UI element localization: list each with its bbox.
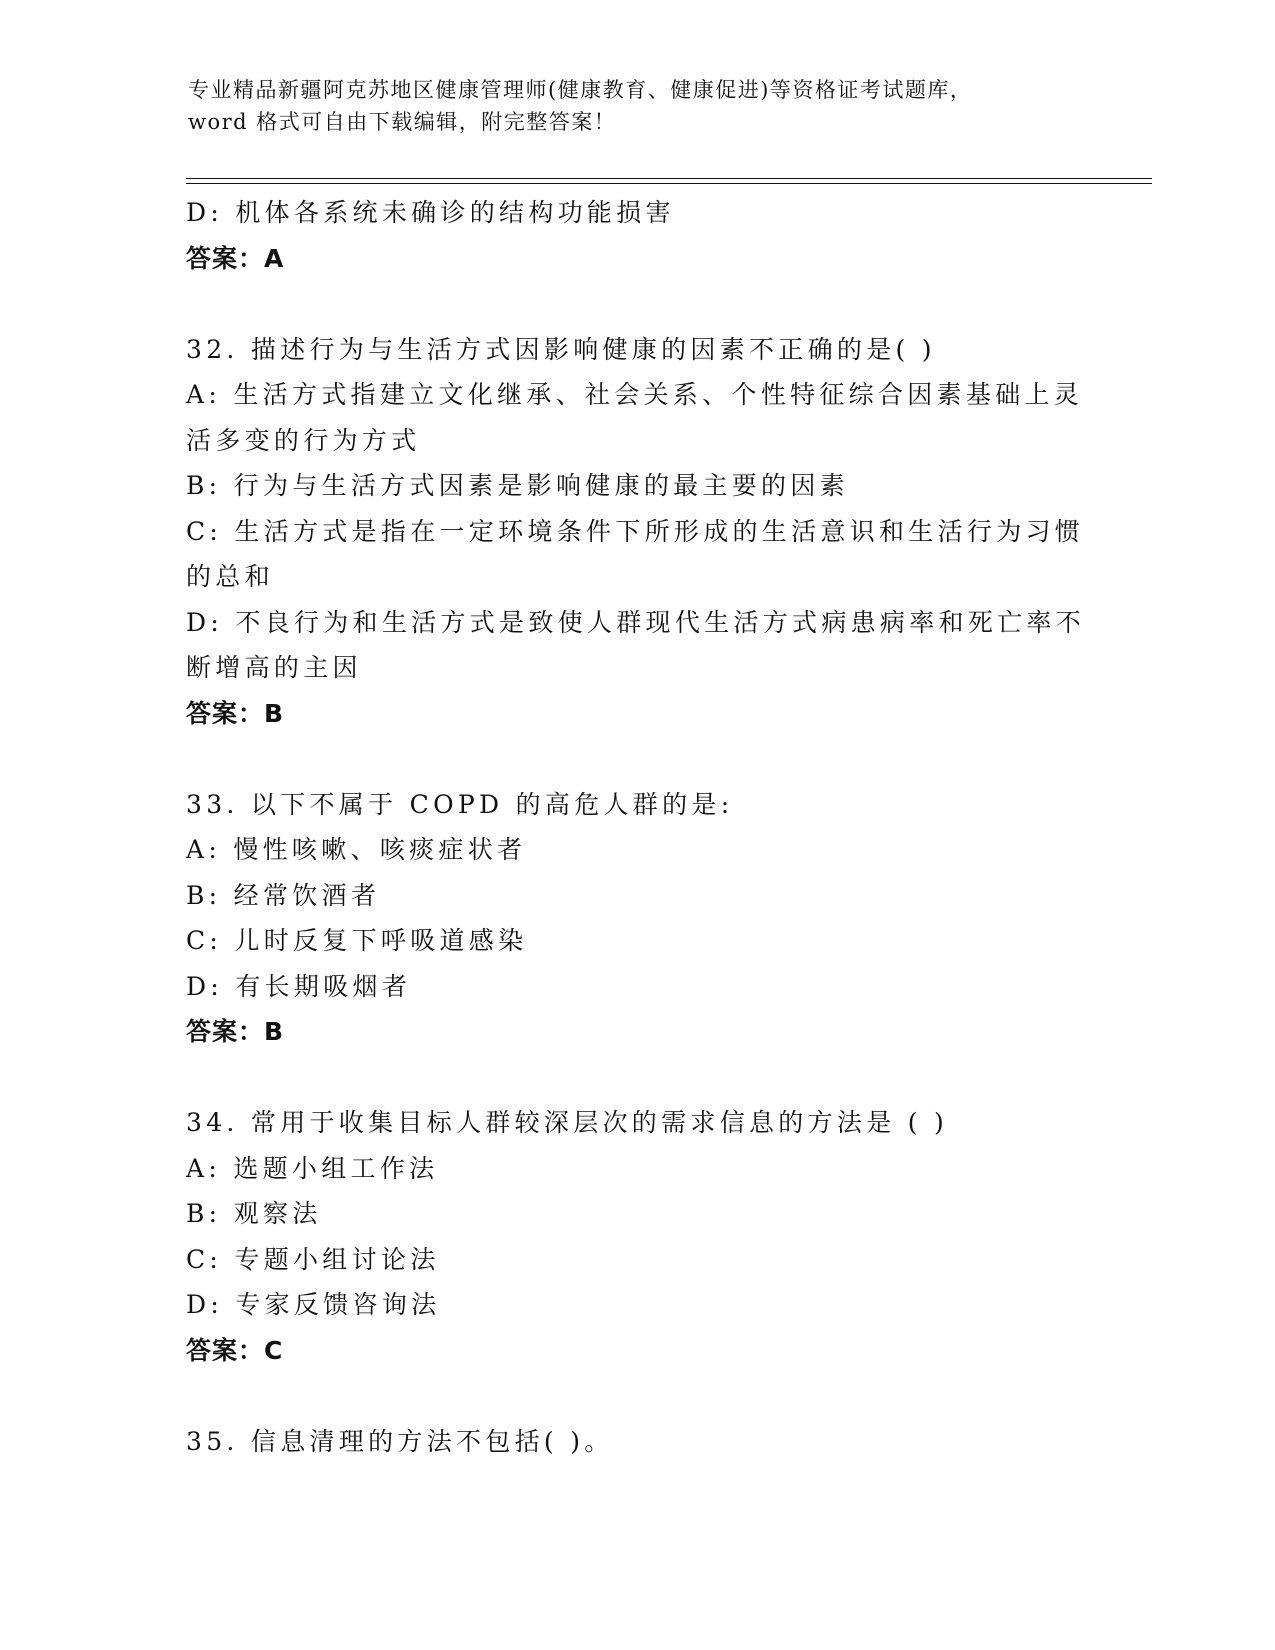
option-a-continued: 活多变的行为方式 <box>186 425 421 455</box>
header-divider-top <box>186 178 1152 179</box>
option-c: C: 专题小组讨论法 <box>186 1244 440 1274</box>
option-a: A: 慢性咳嗽、咳痰症状者 <box>186 835 527 864</box>
spacer <box>186 736 1086 782</box>
answer-label: 答案：B <box>186 698 285 728</box>
option-d: D: 有长期吸烟者 <box>186 971 412 1001</box>
answer-label: 答案：B <box>186 1017 285 1046</box>
option-d: D: 不良行为和生活方式是致使人群现代生活方式病患病率和死亡率不 <box>186 607 1086 637</box>
option-d: D: 专家反馈咨询法 <box>186 1290 441 1319</box>
question-35 <box>186 1419 1086 1465</box>
option-b: B: 经常饮酒者 <box>186 880 381 910</box>
spacer <box>186 281 1086 327</box>
question-list <box>186 190 1086 1464</box>
option-c: C: 儿时反复下呼吸道感染 <box>186 926 528 955</box>
option-c: C: 生活方式是指在一定环境条件下所形成的生活意识和生活行为习惯 <box>186 516 1085 546</box>
header-title-line-2: word 格式可自由下载编辑，附完整答案！ <box>188 110 617 134</box>
option-b: B: 观察法 <box>186 1199 322 1228</box>
question-stem: 34. 常用于收集目标人群较深层次的需求信息的方法是 ( ) <box>186 1108 949 1137</box>
option-d-continued: 断增高的主因 <box>186 653 362 682</box>
option-d: D: 机体各系统未确诊的结构功能损害 <box>186 198 675 227</box>
option-c-continued: 的总和 <box>186 562 274 591</box>
answer-label: 答案：A <box>186 243 285 273</box>
spacer <box>186 1373 1086 1419</box>
question-stem: 33. 以下不属于 COPD 的高危人群的是: <box>186 789 734 819</box>
option-b: B: 行为与生活方式因素是影响健康的最主要的因素 <box>186 471 849 500</box>
question-stem: 35. 信息清理的方法不包括( )。 <box>186 1426 614 1456</box>
option-a: A: 生活方式指建立文化继承、社会关系、个性特征综合因素基础上灵 <box>186 380 1084 409</box>
page-header <box>188 74 1088 138</box>
header-divider-bottom <box>186 183 1152 184</box>
question-33 <box>186 782 1086 1055</box>
question-34 <box>186 1100 1086 1373</box>
header-title-line-1: 专业精品新疆阿克苏地区健康管理师(健康教育、健康促进)等资格证考试题库， <box>188 78 973 102</box>
question-stem: 32. 描述行为与生活方式因影响健康的因素不正确的是( ) <box>186 334 936 364</box>
answer-label: 答案：C <box>186 1335 284 1365</box>
question-32 <box>186 327 1086 737</box>
option-a: A: 选题小组工作法 <box>186 1153 439 1183</box>
question-31-continuation <box>186 190 1086 281</box>
spacer <box>186 1055 1086 1101</box>
